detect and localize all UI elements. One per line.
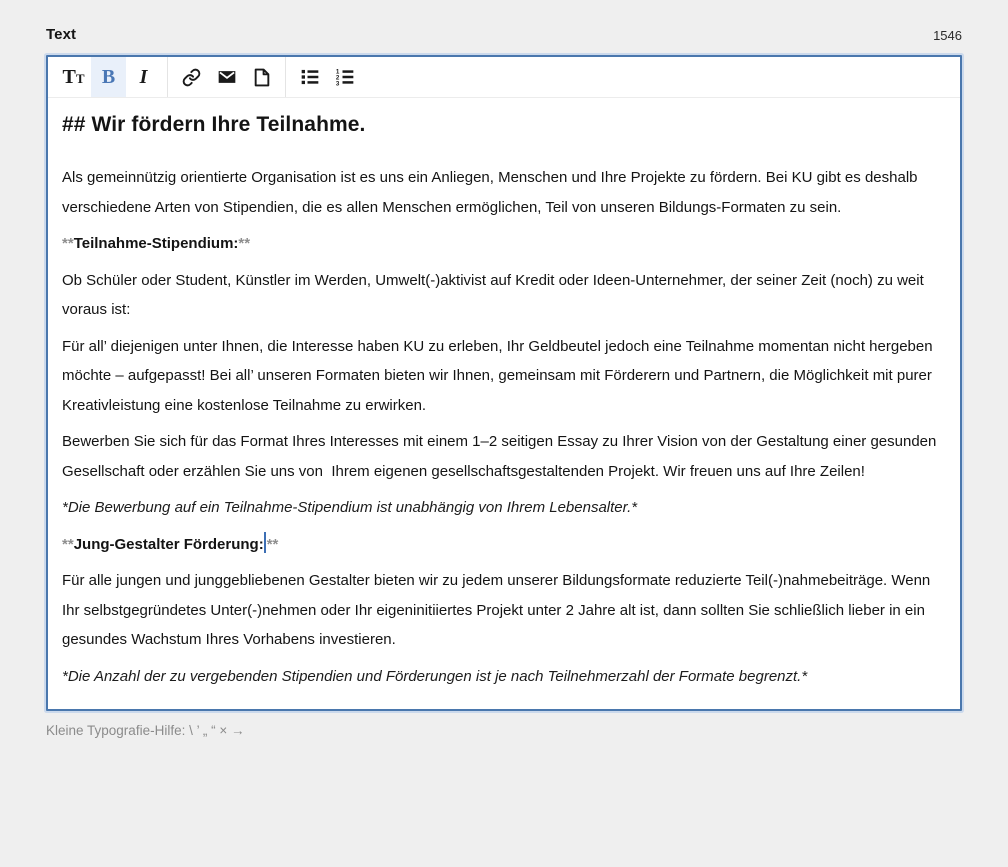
toolbar-divider [285,57,286,97]
email-icon [217,67,237,87]
editor-line[interactable]: Ob Schüler oder Student, Künstler im Werden, Umwelt(-)aktivist auf Kredit oder Ideen-Unternehmer, der seiner Zeit (noch) zu weit voraus ist: [62,271,928,318]
link-button[interactable] [174,57,209,97]
editor-line[interactable]: Für alle jungen und junggebliebenen Gestalter bieten wir zu jedem unserer Bildungsformate reduzierte Teil(-)nahmebeiträge. Wenn Ihr selbstgegründetes Unter(-)nehmen oder Ihr eigeninitiiertes Projekt unter 2 Jahre alt ist, dann sollten Sie schließlich lieber in ein gesundes Wachstum Ihres Vorhabens investieren. [62,572,935,648]
field-label: Text [46,26,77,43]
bullet-list-icon [300,67,320,87]
editor-line[interactable]: Als gemeinnützig orientierte Organisation ist es uns ein Anliegen, Menschen und Ihre Projekte zu fördern. Bei KU gibt es deshalb verschiedene Arten von Stipendien, die es allen Menschen ermöglichen, Teil von unseren Bildungs-Formaten zu sein. [62,169,922,216]
link-icon [182,68,201,87]
md-bold-marker: ** [62,235,74,252]
bold-text: Teilnahme-Stipendium: [73,235,239,252]
headlines-button[interactable] [56,57,91,97]
italic-icon: I [139,66,148,88]
file-icon [253,68,271,87]
markdown-editor [46,55,962,711]
file-button[interactable] [244,57,279,97]
field-header [46,0,962,43]
editor-line-heading[interactable]: ## Wir fördern Ihre Teilnahme. [62,113,366,136]
editor-toolbar [48,57,960,98]
svg-text:1: 1 [335,68,339,76]
bold-text: Jung-Gestalter Förderung: [73,535,264,553]
typography-hint: Kleine Typografie-Hilfe: \ ’ „ “ × → [46,723,245,738]
bold-icon: B [101,66,116,88]
editor-content[interactable] [48,98,960,709]
md-bold-marker: ** [266,535,279,553]
editor-line-bold[interactable] [62,530,946,560]
editor-line-italic[interactable]: *Die Anzahl der zu vergebenden Stipendien und Förderungen ist je nach Teilnehmerzahl der Formate begrenzt.* [62,667,808,685]
bold-button[interactable] [91,57,126,97]
ordered-list-button[interactable] [327,57,362,97]
svg-text:3: 3 [335,80,339,87]
editor-line[interactable]: Bewerben Sie sich für das Format Ihres Interesses mit einem 1–2 seitigen Essay zu Ihrer Vision von der Gestaltung einer gesunden Gesellschaft oder erzählen Sie uns von Ihrem eigenen gesellschaftsgestaltenden Projekt. Wir freuen uns auf Ihre Zeilen! [62,433,941,480]
character-counter: 1546 [933,28,962,43]
unordered-list-button[interactable] [292,57,327,97]
toolbar-divider [167,57,168,97]
email-button[interactable] [209,57,244,97]
headlines-icon: TT [62,66,85,88]
editor-line[interactable]: Für all’ diejenigen unter Ihnen, die Interesse haben KU zu erleben, Ihr Geldbeutel jedoch eine Teilnahme momentan nicht hergeben möchte – aufgepasst! Bei all’ unseren Formaten bieten wir Ihnen, gemeinsam mit Förderern und Partnern, die Möglichkeit mit purer Kreativleistung eine kostenlose Teilnahme zu erwirken. [62,337,937,414]
md-bold-marker: ** [238,235,251,252]
editor-line-bold[interactable] [62,229,946,259]
italic-button[interactable] [126,57,161,97]
numbered-list-icon [335,67,355,87]
svg-text:2: 2 [335,74,339,82]
md-bold-marker: ** [62,535,74,553]
editor-line-italic[interactable]: *Die Bewerbung auf ein Teilnahme-Stipendium ist unabhängig von Ihrem Lebensalter.* [62,499,638,516]
